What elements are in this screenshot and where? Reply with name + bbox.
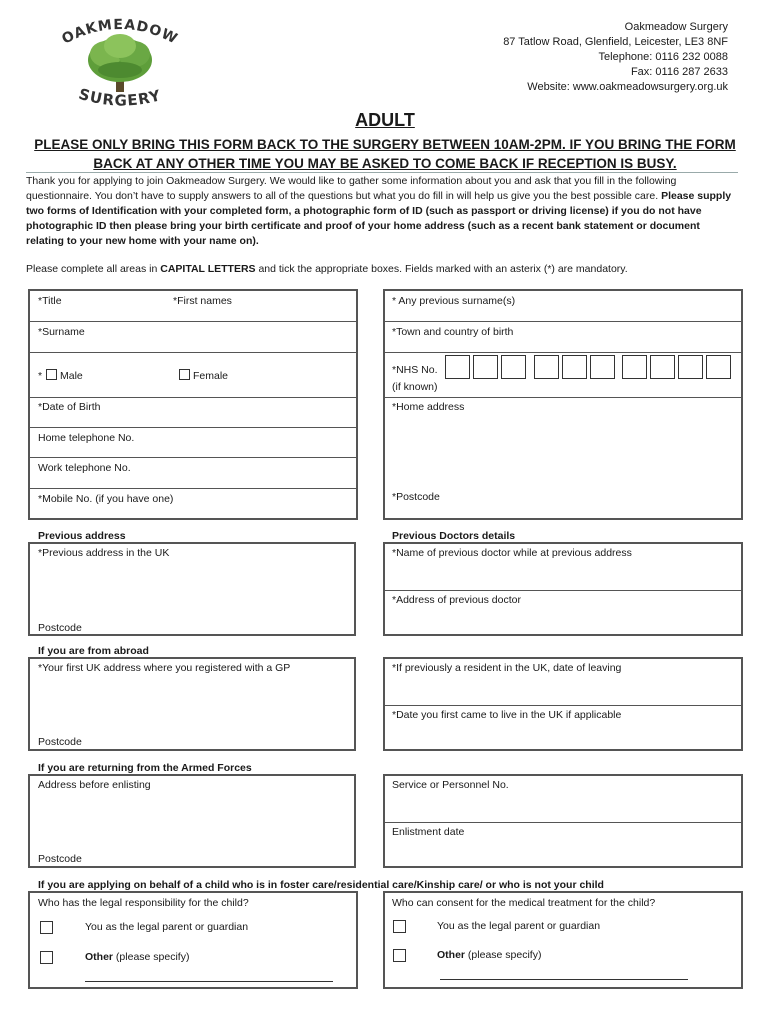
legal-responsibility-box	[28, 891, 358, 989]
practice-name: Oakmeadow Surgery	[624, 21, 728, 33]
surname-field[interactable]: *Surname	[38, 326, 85, 338]
previous-postcode-field[interactable]: Postcode	[38, 622, 82, 634]
armed-forces-heading: If you are returning from the Armed Forces	[38, 762, 252, 774]
female-label: Female	[193, 370, 229, 382]
intro-text: Thank you for applying to join Oakmeadow Surgery. We would like to gather some information about you and ask that you fill in the following questionnaire. You don’t have to supply answers to all of the questions but what you do fill in will help us give you the best possible care.	[26, 175, 677, 202]
legal-parent-label: You as the legal parent or guardian	[85, 921, 249, 933]
title-field[interactable]: *Title	[38, 295, 62, 307]
enlistment-date-field[interactable]: Enlistment date	[392, 826, 465, 838]
tree-icon	[88, 34, 152, 92]
previous-doctor-heading: Previous Doctors details	[392, 530, 516, 542]
home-telephone-field[interactable]: Home telephone No.	[38, 432, 135, 444]
previous-doctor-name-field[interactable]: *Name of previous doctor while at previous address	[392, 547, 632, 559]
abroad-heading: If you are from abroad	[38, 645, 149, 657]
legal-parent-checkbox[interactable]	[40, 921, 53, 934]
legal-responsibility-question: Who has the legal responsibility for the child?	[38, 897, 249, 909]
return-time-warning: PLEASE ONLY BRING THIS FORM BACK TO THE SURGERY BETWEEN 10AM-2PM. IF YOU BRING THE FORM BACK AT ANY OTHER TIME YOU MAY BE ASKED TO COME BACK IF RECEPTION IS BUSY.	[34, 137, 736, 171]
nhs-number-label: *NHS No.	[392, 364, 438, 376]
practice-address-block	[503, 20, 728, 95]
work-telephone-field[interactable]: Work telephone No.	[38, 462, 131, 474]
armed-forces-postcode-field[interactable]: Postcode	[38, 853, 82, 865]
date-came-field[interactable]: *Date you first came to live in the UK if applicable	[392, 709, 622, 721]
svg-text:SURGERY: SURGERY	[76, 84, 164, 110]
first-names-field[interactable]: *First names	[173, 295, 232, 307]
armed-forces-service-box	[383, 774, 743, 868]
practice-street: 87 Tatlow Road, Glenfield, Leicester, LE3 8NF	[503, 36, 728, 48]
previous-doctor-address-field[interactable]: *Address of previous doctor	[392, 594, 521, 606]
armed-forces-address-box	[28, 774, 356, 868]
child-care-heading: If you are applying on behalf of a child who is in foster care/residential care/Kinship care/ or who is not your child	[38, 879, 604, 891]
legal-other-label: Other (please specify)	[85, 951, 190, 963]
medical-consent-box	[383, 891, 743, 989]
medical-consent-question: Who can consent for the medical treatment for the child?	[392, 897, 656, 909]
home-address-field[interactable]: *Home address	[392, 401, 465, 413]
mobile-field[interactable]: *Mobile No. (if you have one)	[38, 493, 174, 505]
address-before-enlisting-field[interactable]: Address before enlisting	[38, 779, 151, 791]
service-number-field[interactable]: Service or Personnel No.	[392, 779, 509, 791]
first-uk-address-field[interactable]: *Your first UK address where you registered with a GP	[38, 662, 291, 674]
practice-fax: Fax: 0116 287 2633	[630, 66, 728, 78]
surgery-logo	[40, 14, 200, 114]
abroad-address-box	[28, 657, 356, 751]
birth-place-field[interactable]: *Town and country of birth	[392, 326, 514, 338]
form-title: ADULT	[355, 110, 415, 130]
postcode-field[interactable]: *Postcode	[392, 491, 440, 503]
male-label: Male	[60, 370, 83, 382]
previous-uk-address-field[interactable]: *Previous address in the UK	[38, 547, 170, 559]
abroad-postcode-field[interactable]: Postcode	[38, 736, 82, 748]
date-leaving-field[interactable]: *If previously a resident in the UK, date of leaving	[392, 662, 622, 674]
previous-address-box	[28, 542, 356, 636]
personal-details-left	[28, 289, 358, 520]
previous-surname-field[interactable]: * Any previous surname(s)	[392, 295, 516, 307]
sex-label: *	[38, 370, 43, 382]
consent-parent-checkbox[interactable]	[393, 920, 406, 933]
intro-id-requirement: Please supply two forms of Identification with your completed form, a photographic form of ID (such as passport or driving license) if you do not have photographic ID then please bring your birth certificate and proof of your home address (such as a recent bank statement or document relating to your new home with your name on).	[26, 190, 732, 247]
legal-other-checkbox[interactable]	[40, 951, 53, 964]
legal-other-specify-line[interactable]	[85, 981, 333, 982]
practice-telephone: Telephone: 0116 232 0088	[598, 51, 728, 63]
practice-website: Website: www.oakmeadowsurgery.org.uk	[527, 81, 728, 93]
nhs-number-hint: (if known)	[392, 381, 438, 393]
consent-other-specify-line[interactable]	[440, 979, 688, 980]
previous-address-heading: Previous address	[38, 530, 126, 542]
abroad-dates-box	[383, 657, 743, 751]
personal-details-right	[383, 289, 743, 520]
dob-field[interactable]: *Date of Birth	[38, 401, 101, 413]
completion-instructions: Please complete all areas in CAPITAL LETTERS and tick the appropriate boxes. Fields marked with an asterix (*) are mandatory.	[26, 263, 628, 275]
female-checkbox[interactable]	[179, 369, 190, 380]
consent-parent-label: You as the legal parent or guardian	[437, 920, 601, 932]
consent-other-label: Other (please specify)	[437, 949, 542, 961]
previous-doctor-box	[383, 542, 743, 636]
consent-other-checkbox[interactable]	[393, 949, 406, 962]
intro-paragraph	[26, 172, 738, 249]
male-checkbox[interactable]	[46, 369, 57, 380]
svg-text:OAKMEADOW: OAKMEADOW	[59, 16, 181, 48]
